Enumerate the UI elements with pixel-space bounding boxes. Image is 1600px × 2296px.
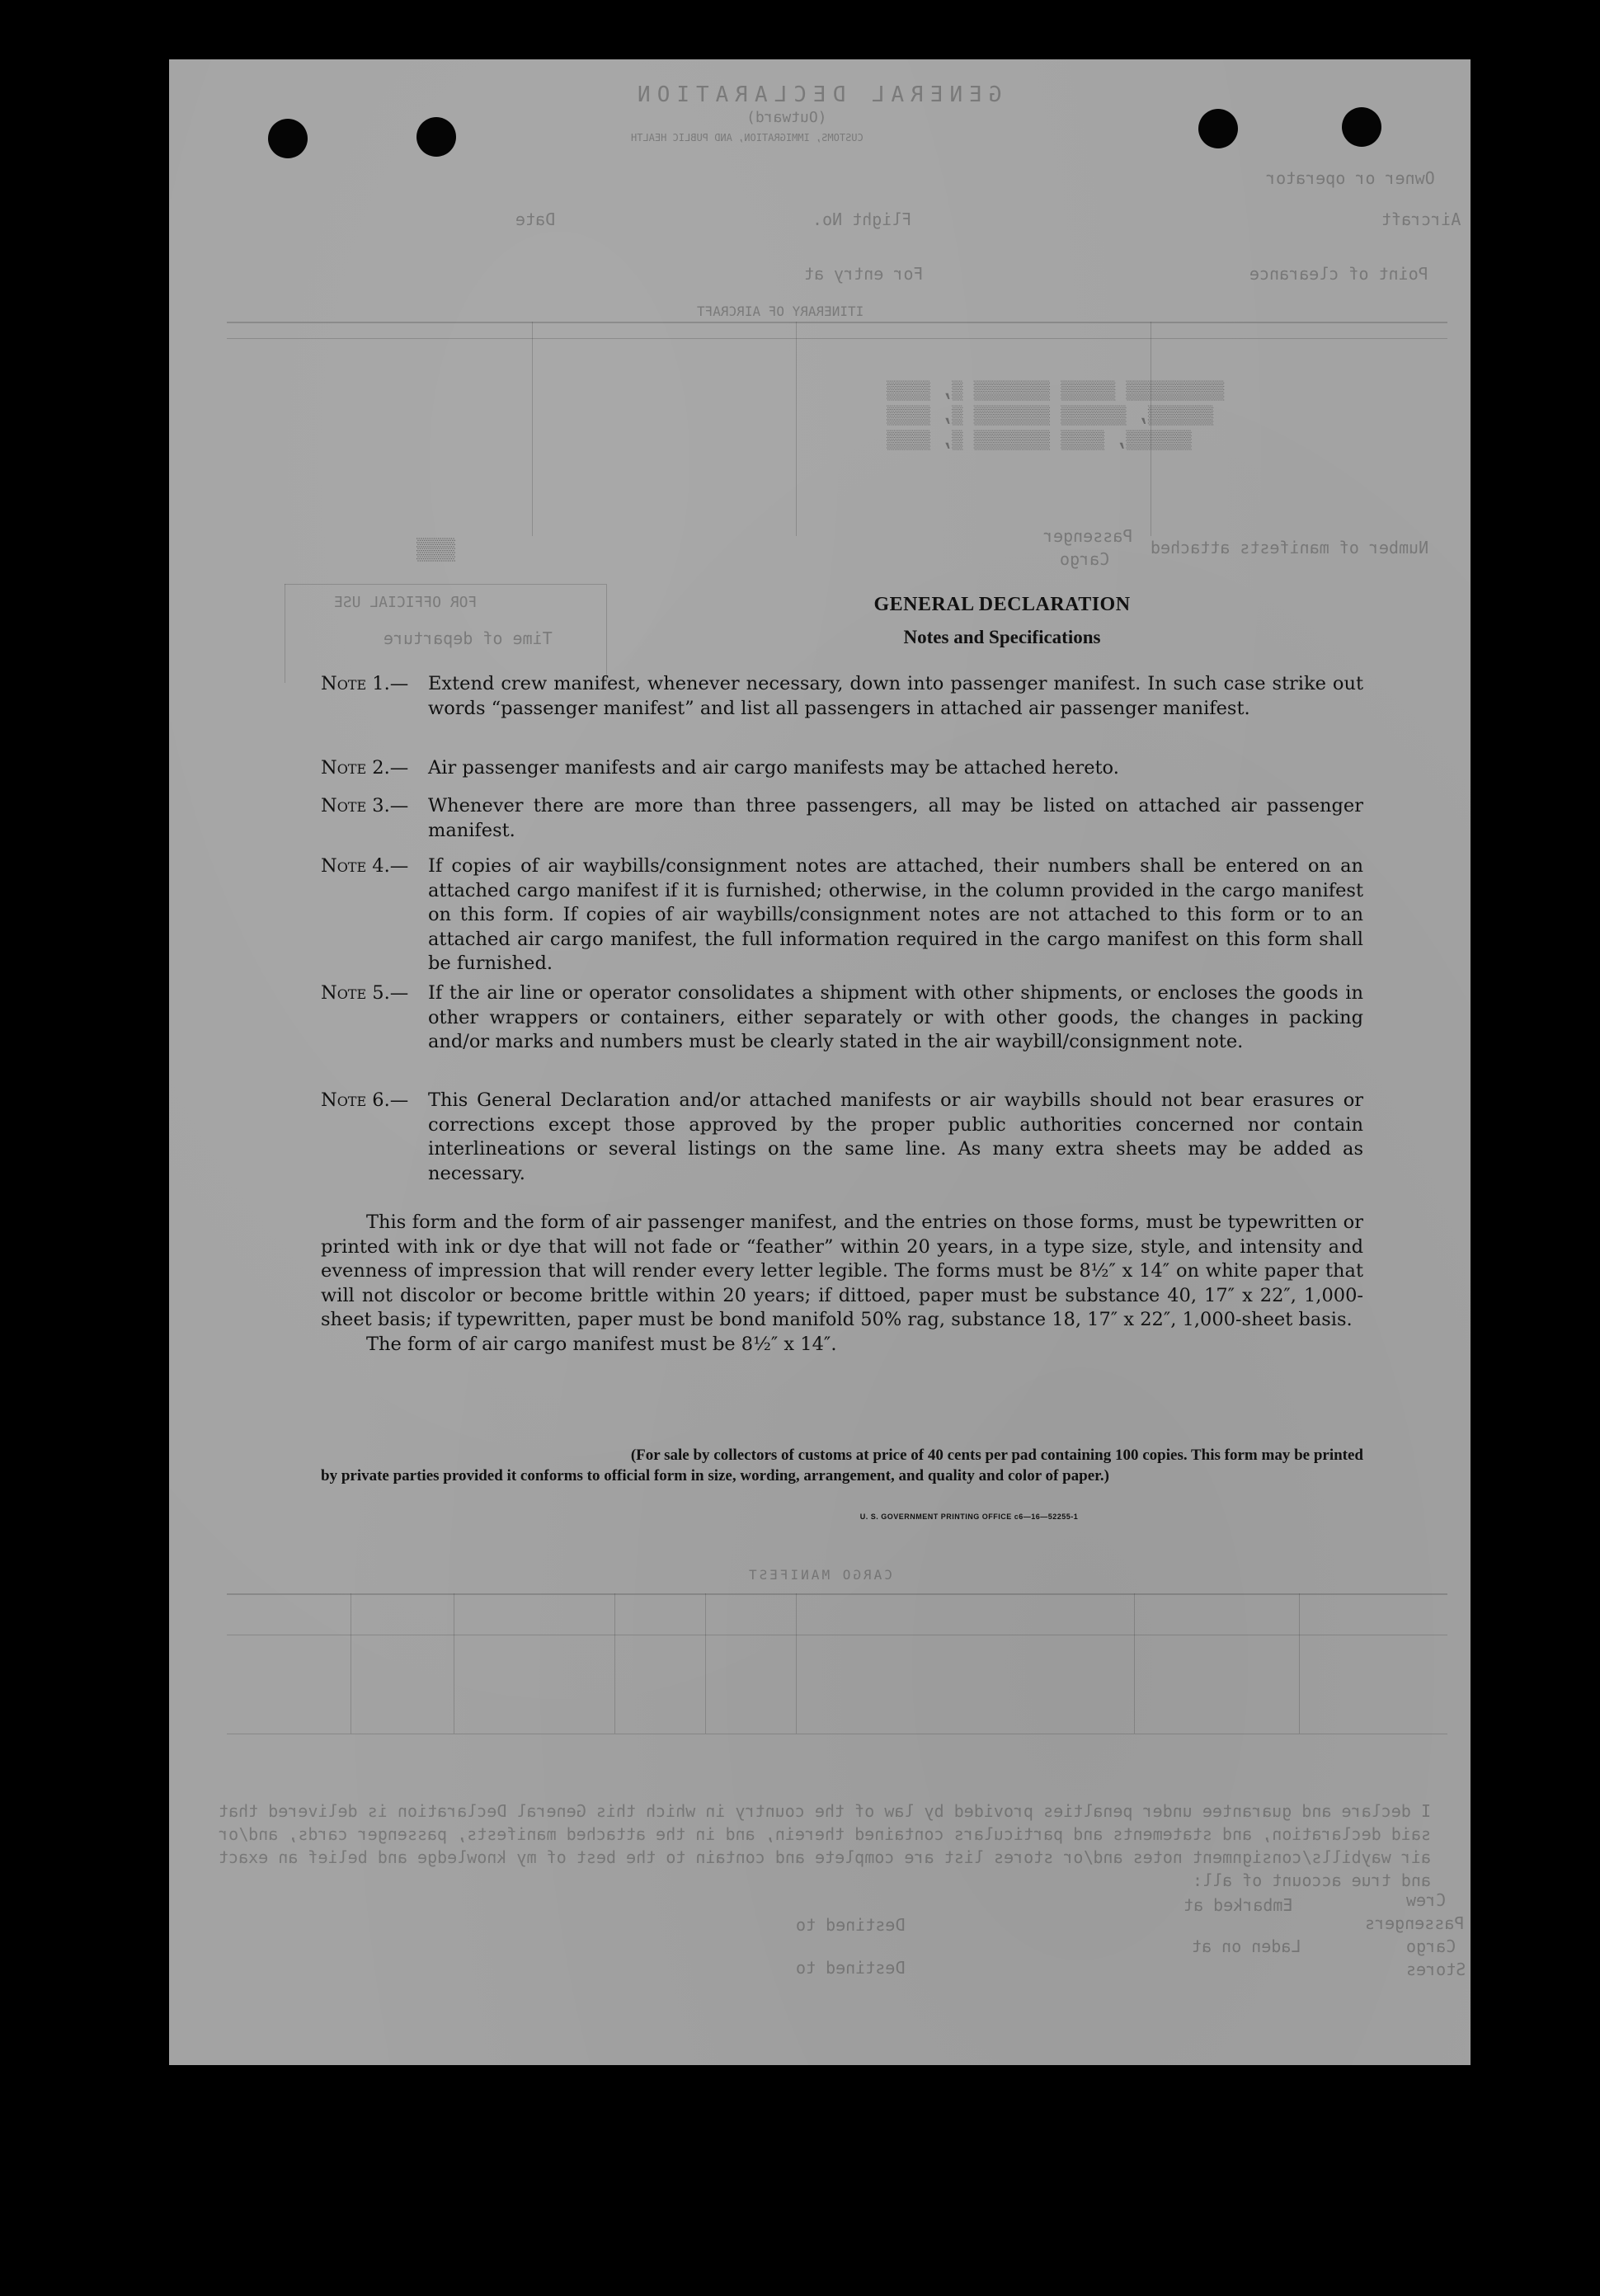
printer-imprint: U. S. GOVERNMENT PRINTING OFFICE c6—16—52255-1: [859, 1513, 1079, 1521]
note-3: Note 3.— Whenever there are more than three passengers, all may be listed on attached air passenger manifest.: [321, 794, 1363, 843]
page-title: GENERAL DECLARATION: [873, 594, 1131, 615]
note-label: Note 1.: [321, 673, 390, 694]
show-through-crew: Crew: [1406, 1890, 1447, 1910]
note-label: Note 4.: [321, 855, 390, 877]
show-through-declare-text: I declare and guarantee under penalties provided by law of the country in which this General Declaration is delivered that said declaration, and statements and particulars contained therein, and in the attached manifests, passenger cards, and/or air waybills/consignment notes and/or stores list are complete and contain to the best of my knowledge and belief an exact and true account of all:: [219, 1801, 1431, 1890]
show-through-embarked: Embarked at: [1184, 1895, 1293, 1915]
show-through-clearance-label: Point of clearance: [1249, 264, 1428, 284]
show-through-header-title: GENERAL DECLARATION: [631, 82, 1002, 107]
show-through-laden: Laden on at: [1192, 1936, 1301, 1956]
note-5: Note 5.— If the air line or operator consolidates a shipment with other shipments, or encloses the goods in other wrappers or containers, either separately or with other goods, the changes in packing and/or marks and numbers must be clearly stated in the air waybill/consignment note.: [321, 981, 1363, 1055]
show-through-owner-label: Owner or operator: [1266, 168, 1435, 188]
show-through-entry-label: For entry at: [804, 264, 924, 284]
show-through-typed-itinerary: ▒▒▒▒▒▒, ▒▒▒▒ ▒▒▒▒▒▒▒ ▒, ▒▒▒▒: [887, 430, 1192, 451]
show-through-date-label: Date: [515, 209, 556, 229]
note-text: Air passenger manifests and air cargo manifests may be attached hereto.: [428, 757, 1119, 779]
specifications-text: This form and the form of air passenger manifest, and the entries on those forms, must be typewritten or printed with ink or dye that will not fade or “feather” within 20 years, in a type size, style, and intensity and evenness of impression that will render every letter legible. The forms must be 8½″ x 14″ on white paper that will not discolor or become brittle within 20 years; if dittoed, paper must be substance 40, 17″ x 22″, 1,000-sheet basis; if typewritten, paper must be bond manifold 50% rag, substance 18, 17″ x 22″, 1,000-sheet basis.: [321, 1212, 1363, 1330]
show-through-passenger-label: Passenger: [1043, 526, 1133, 546]
show-through-header-sub: (Outward): [746, 109, 827, 126]
show-through-destined: Destined to: [796, 1915, 906, 1935]
show-through-typed-itinerary: ▒▒▒▒▒▒▒▒▒ ▒▒▒▒▒ ▒▒▒▒▒▒▒ ▒, ▒▒▒▒: [887, 381, 1225, 402]
note-text: This General Declaration and/or attached manifests or air waybills should not bear erasures or corrections except those approved by the proper public authorities concerned nor contain interlineations or several listings on the same line. As many extra sheets may be added as necessary.: [428, 1089, 1363, 1184]
show-through-aircraft-label: Aircraft: [1381, 209, 1461, 229]
sale-notice: [321, 1445, 1363, 1486]
note-label: Note 3.: [321, 795, 390, 816]
note-text: Extend crew manifest, whenever necessary, down into passenger manifest. In such case strike out words “passenger manifest” and list all passengers in attached air passenger manifest.: [428, 673, 1363, 719]
show-through-manifests-label: Number of manifests attached: [1151, 538, 1429, 558]
show-through-destined: Destined to: [796, 1958, 906, 1978]
cargo-manifest-size-text: The form of air cargo manifest must be 8½″ x 14″.: [366, 1333, 837, 1355]
notes-and-specifications: [169, 59, 1471, 2065]
show-through-typed-count: ▒▒▒: [416, 538, 455, 562]
show-through-header-agency: CUSTOMS, IMMIGRATION, AND PUBLIC HEALTH: [631, 132, 864, 144]
show-through-typed-itinerary: ▒▒▒▒▒▒, ▒▒▒▒▒▒ ▒▒▒▒▒▒▒ ▒, ▒▒▒▒: [887, 406, 1214, 426]
note-label: Note 2.: [321, 757, 390, 779]
show-through-cargo-manifest: CARGO MANIFEST: [746, 1567, 892, 1583]
note-2: Note 2.— Air passenger manifests and air cargo manifests may be attached hereto.: [321, 756, 1363, 781]
specifications-paragraph: [321, 1211, 1363, 1357]
show-through-itinerary: ITINERARY OF AIRCRAFT: [697, 303, 864, 319]
sale-notice-line: by private parties provided it conforms to official form in size, wording, arrangement, and quality and color of paper.): [321, 1467, 1109, 1484]
show-through-passengers: Passengers: [1365, 1913, 1465, 1933]
note-text: Whenever there are more than three passengers, all may be listed on attached air passenger manifest.: [428, 795, 1363, 841]
show-through-flight-label: Flight No.: [812, 209, 912, 229]
sale-notice-line: (For sale by collectors of customs at price of 40 cents per pad containing 100 copies. This form may be printed: [630, 1447, 1363, 1464]
note-label: Note 6.: [321, 1089, 390, 1111]
note-text: If copies of air waybills/consignment notes are attached, their numbers shall be entered on an attached cargo manifest if it is furnished; otherwise, in the column provided in the cargo manifest on this form. If copies of air waybills/consignment notes are not attached to this form or to an attached air cargo manifest, the full information required in the cargo manifest on this form shall be furnished.: [428, 855, 1363, 974]
document-page: [169, 59, 1471, 2065]
note-label: Note 5.: [321, 982, 390, 1004]
note-1: Note 1.— Extend crew manifest, whenever necessary, down into passenger manifest. In such case strike out words “passenger manifest” and list all passengers in attached air passenger manifest.: [321, 672, 1363, 721]
note-4: Note 4.— If copies of air waybills/consignment notes are attached, their numbers shall be entered on an attached cargo manifest if it is furnished; otherwise, in the column provided in the cargo manifest on this form. If copies of air waybills/consignment notes are not attached to this form or to an attached air cargo manifest, the full information required in the cargo manifest on this form shall be furnished.: [321, 854, 1363, 976]
show-through-cargo: Cargo: [1406, 1936, 1456, 1956]
show-through-time-departure: Time of departure: [384, 628, 553, 648]
show-through-stores: Stores: [1406, 1960, 1466, 1979]
show-through-cargo-label: Cargo: [1060, 549, 1110, 569]
note-6: Note 6.— This General Declaration and/or attached manifests or air waybills should not bear erasures or corrections except those approved by the proper public authorities concerned nor contain interlineations or several listings on the same line. As many extra sheets may be added as necessary.: [321, 1089, 1363, 1186]
page-subtitle: Notes and Specifications: [903, 627, 1101, 647]
note-text: If the air line or operator consolidates a shipment with other shipments, or encloses the goods in other wrappers or containers, either separately or with other goods, the changes in packing and/or marks and numbers must be clearly stated in the air waybill/consignment note.: [428, 982, 1363, 1052]
show-through-official-use: FOR OFFICIAL USE: [334, 594, 478, 611]
